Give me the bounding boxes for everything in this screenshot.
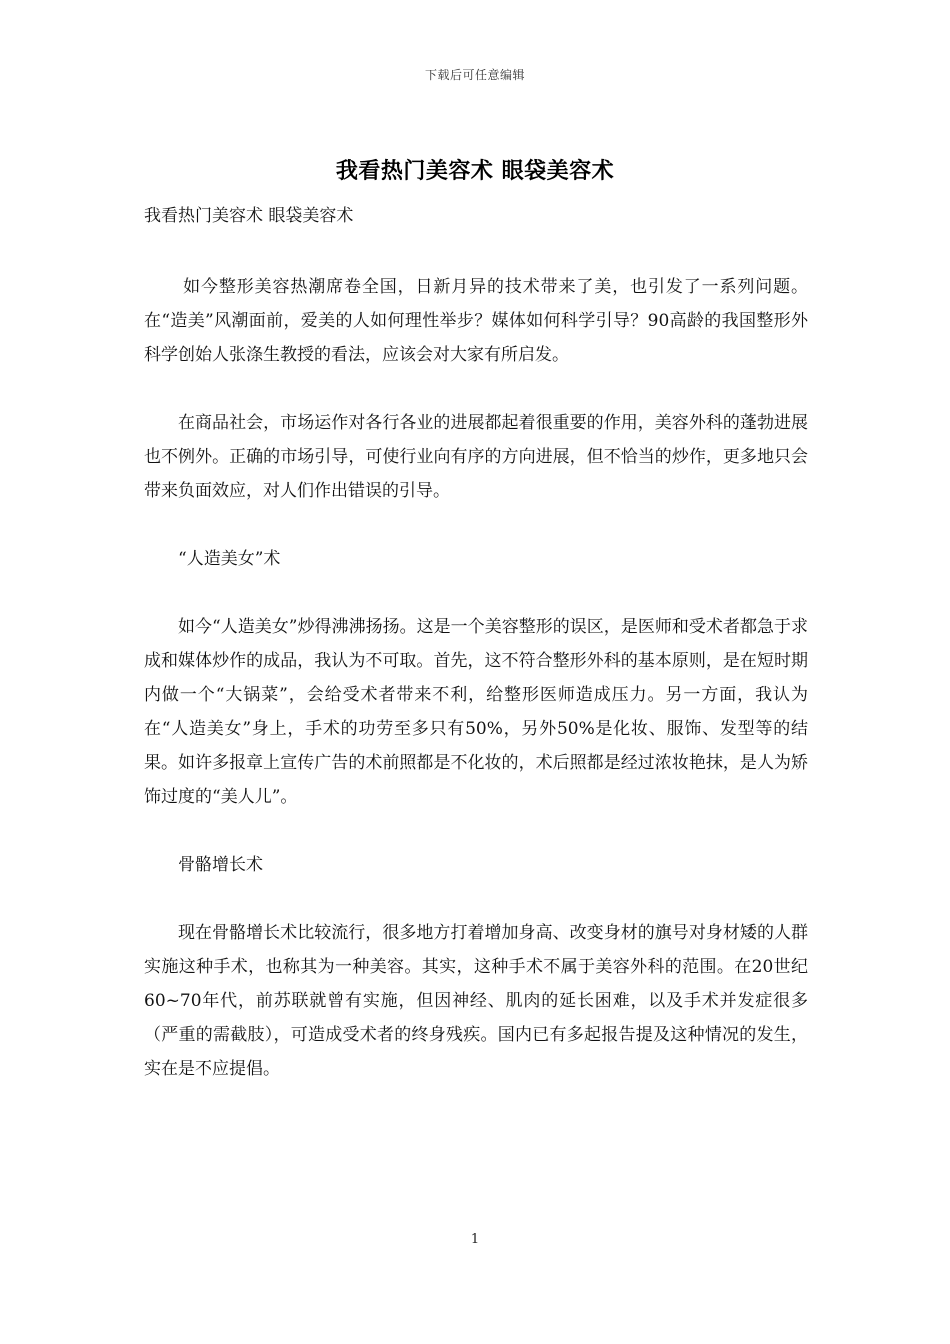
- paragraph-bone-lengthening: 现在骨骼增长术比较流行，很多地方打着增加身高、改变身材的旗号对身材矮的人群实施这种手术，也称其为一种美容。其实，这种手术不属于美容外科的范围。在20世纪60~70年代，前苏联就曾有实施，但因神经、肌肉的延长困难，以及手术并发症很多（严重的需截肢），可造成受术者的终身残疾。国内已有多起报告提及这种情况的发生，实在是不应提倡。: [144, 923, 808, 1079]
- section-heading-artificial-beauty: “人造美女”术: [178, 549, 281, 569]
- page-header-note: 下载后可任意编辑: [424, 68, 525, 82]
- paragraph-intro: 如今整形美容热潮席卷全国，日新月异的技术带来了美，也引发了一系列问题。在“造美”风潮面前，爱美的人如何理性举步？媒体如何科学引导？90高龄的我国整形外科学创始人张涤生教授的看法，应该会对大家有所启发。: [144, 277, 808, 365]
- paragraph-market: 在商品社会，市场运作对各行各业的进展都起着很重要的作用，美容外科的蓬勃进展也不例外。正确的市场引导，可使行业向有序的方向进展，但不恰当的炒作，更多地只会带来负面效应，对人们作出错误的引导。: [144, 413, 808, 501]
- document-subtitle: 我看热门美容术 眼袋美容术: [144, 206, 354, 226]
- document-title: 我看热门美容术 眼袋美容术: [335, 158, 615, 184]
- paragraph-artificial-beauty: 如今“人造美女”炒得沸沸扬扬。这是一个美容整形的误区，是医师和受术者都急于求成和媒体炒作的成品，我认为不可取。首先，这不符合整形外科的基本原则，是在短时期内做一个“大锅菜”，会给受术者带来不利，给整形医师造成压力。另一方面，我认为在“人造美女”身上，手术的功劳至多只有50%，另外50%是化妆、服饰、发型等的结果。如许多报章上宣传广告的术前照都是不化妆的，术后照都是经过浓妆艳抹，是人为矫饰过度的“美人儿”。: [144, 617, 808, 807]
- document-body: [144, 270, 808, 1120]
- section-heading-bone-lengthening: 骨骼增长术: [178, 855, 263, 875]
- page-number: 1: [470, 1232, 480, 1247]
